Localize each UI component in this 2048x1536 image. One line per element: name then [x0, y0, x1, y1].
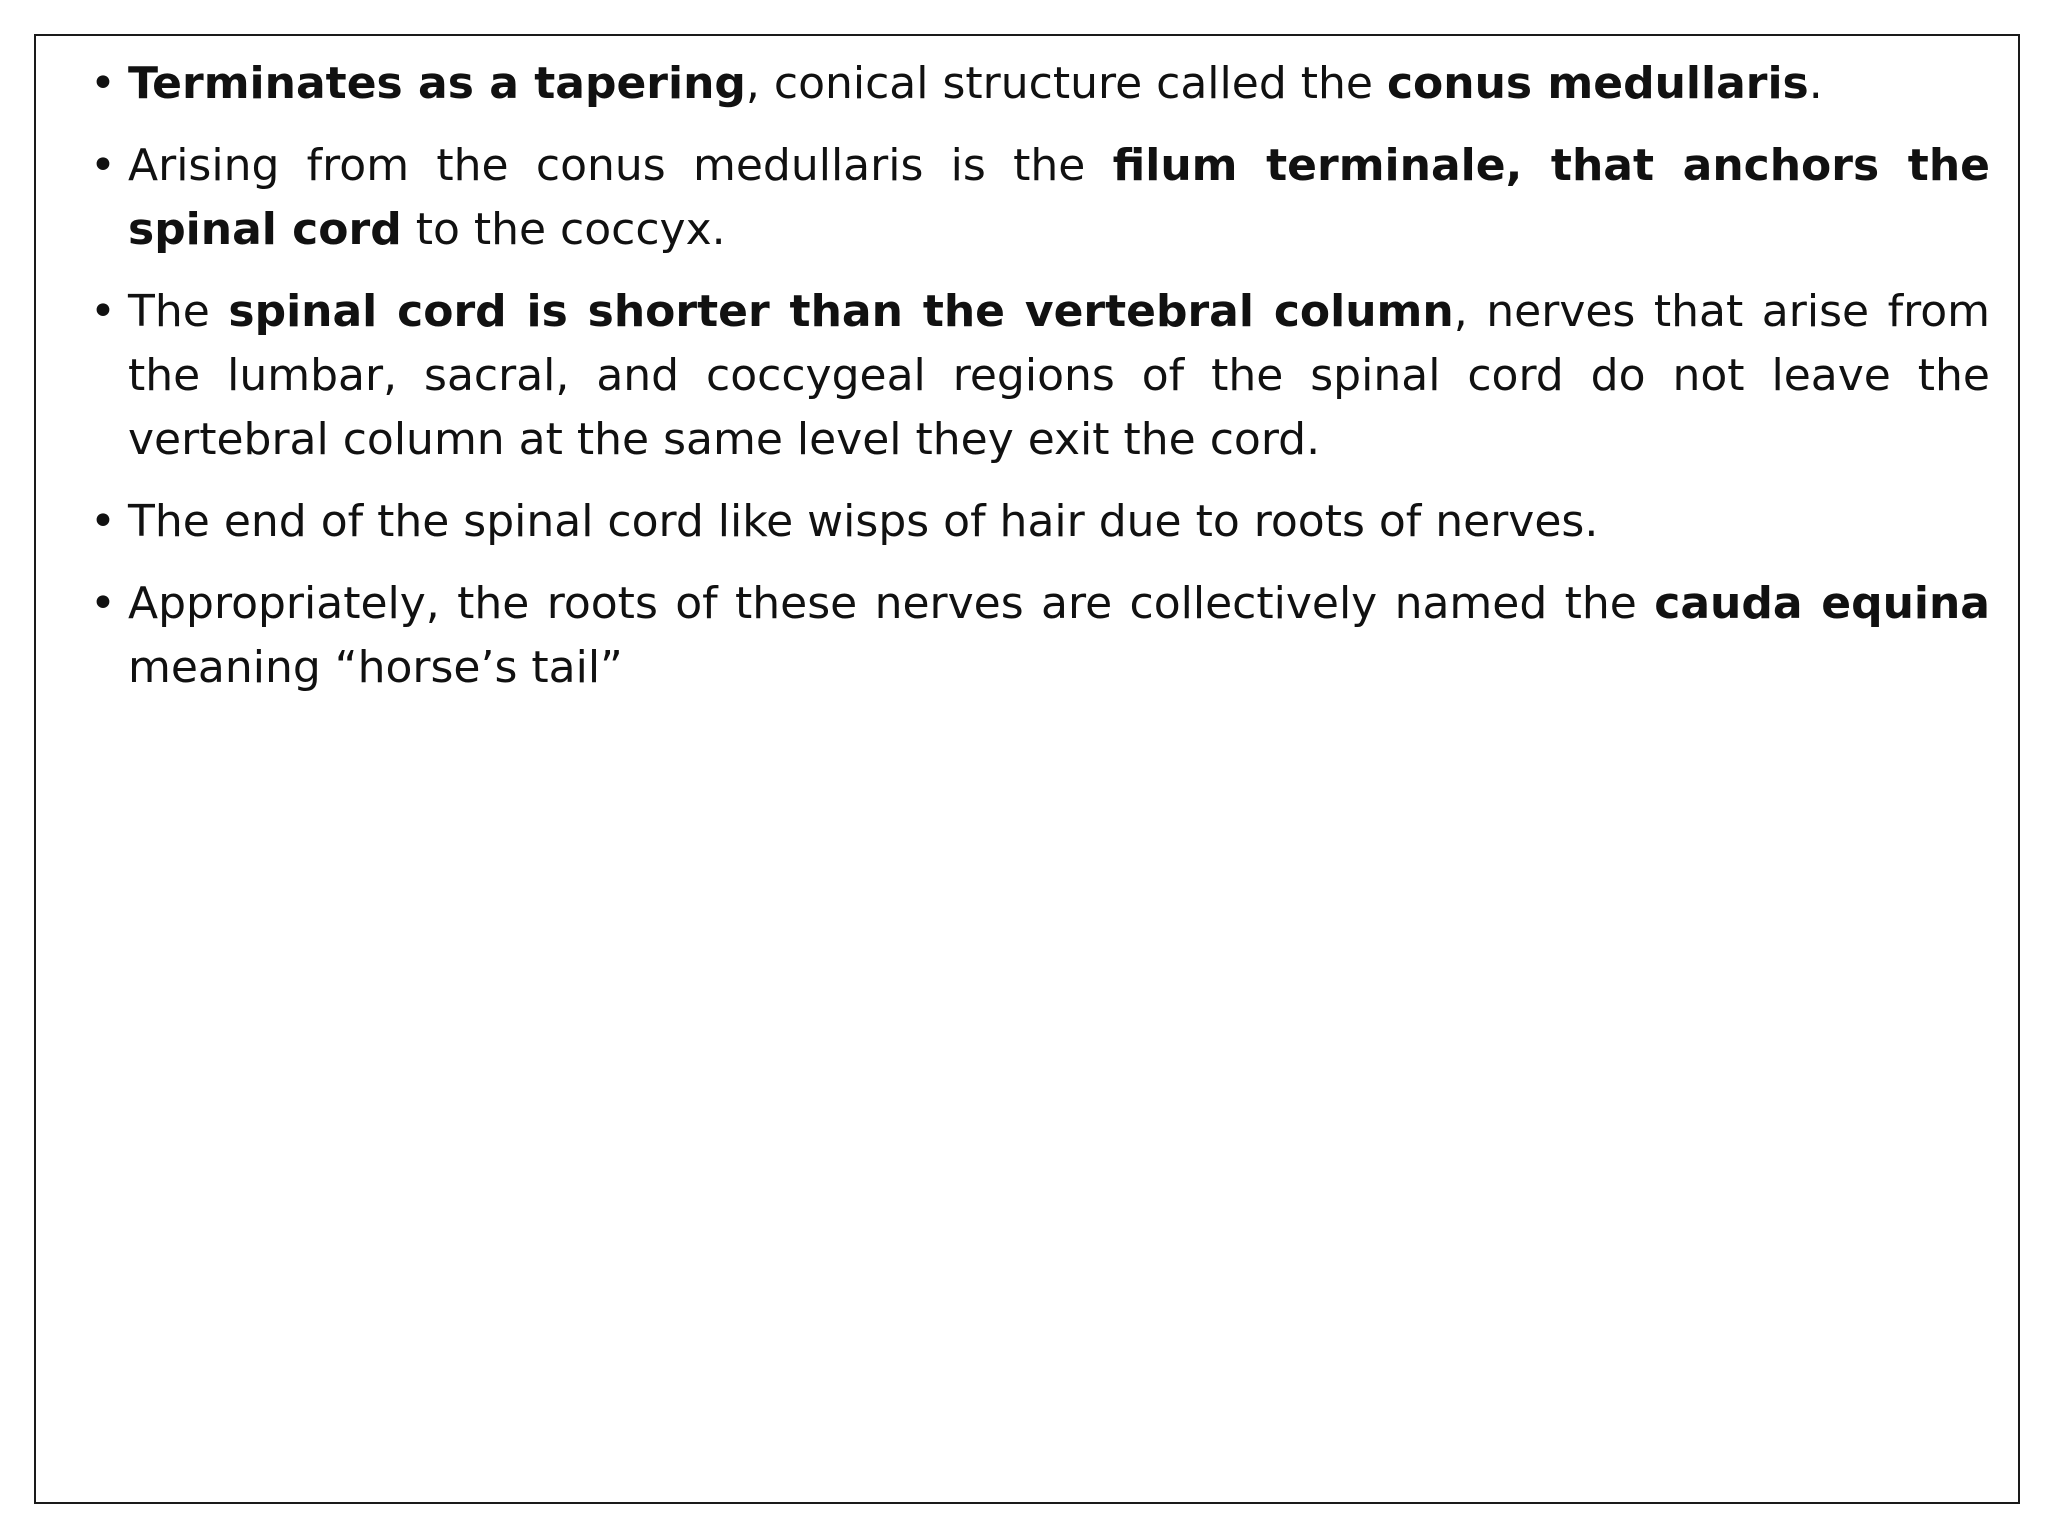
- bullet-marker: •: [90, 58, 116, 109]
- bold-run: filum terminale, that anchors the spinal cord: [128, 140, 1991, 255]
- bullet-marker: •: [90, 578, 116, 629]
- bullet-list: [90, 52, 1990, 718]
- text-run: The end of the spinal cord like wisps of hair due to roots of nerves.: [128, 496, 1599, 547]
- bullet-text: [128, 58, 1823, 109]
- bullet-marker: •: [90, 286, 116, 337]
- text-run: , conical structure called the: [745, 58, 1387, 109]
- text-run: Arising from the conus medullaris is the: [128, 140, 1113, 191]
- text-run: meaning “horse’s tail”: [128, 642, 623, 693]
- bullet-text: [128, 140, 1990, 255]
- slide-frame: [34, 34, 2020, 1504]
- bullet-text: [128, 578, 1990, 693]
- bold-run: spinal cord is shorter than the vertebral column: [228, 286, 1454, 337]
- bullet-item-3: [90, 280, 1990, 472]
- bullet-item-4: [90, 490, 1990, 554]
- bullet-item-5: [90, 572, 1990, 700]
- bullet-text: [128, 286, 1990, 465]
- bullet-item-1: [90, 52, 1990, 116]
- bullet-item-2: [90, 134, 1990, 262]
- text-run: The: [128, 286, 229, 337]
- text-run: .: [1808, 58, 1823, 109]
- bullet-marker: •: [90, 140, 116, 191]
- text-run: Appropriately, the roots of these nerves are collectively named the: [128, 578, 1655, 629]
- bold-run: conus medullaris: [1386, 58, 1809, 109]
- bullet-text: [128, 496, 1598, 547]
- bullet-marker: •: [90, 496, 116, 547]
- bold-run: Terminates as a tapering: [128, 58, 746, 109]
- bold-run: cauda equina: [1654, 578, 1990, 629]
- text-run: , nerves that arise from the lumbar, sacral, and coccygeal regions of the spinal cord do not leave the vertebral column at the same level they exit the cord.: [128, 286, 1991, 465]
- text-run: to the coccyx.: [401, 204, 726, 255]
